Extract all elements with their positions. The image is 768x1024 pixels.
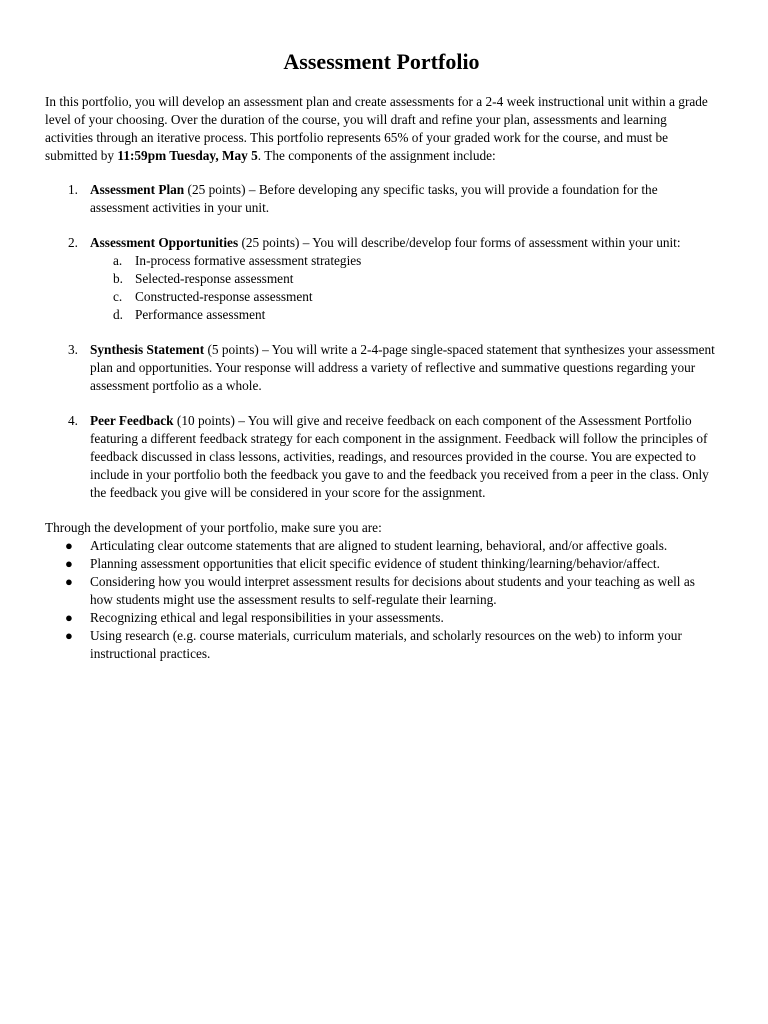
deadline-text: 11:59pm Tuesday, May 5 xyxy=(117,148,258,163)
component-description: – You will write a 2-4-page single-spaced statement that synthesizes your assessment plan and opportunities. Your response will address a variety of reflective and summative questions regarding your assessment portfolio as a whole. xyxy=(90,342,715,393)
list-item xyxy=(45,573,718,609)
subitem-text: Performance assessment xyxy=(135,307,266,322)
component-name: Assessment Plan xyxy=(90,182,185,197)
list-item xyxy=(45,609,718,627)
component-points: (5 points) xyxy=(204,342,259,357)
subitem-letter: c. xyxy=(113,289,123,304)
component-number: 2. xyxy=(68,235,78,250)
component-number: 4. xyxy=(68,413,78,428)
intro-paragraph xyxy=(45,93,718,165)
page-title: Assessment Portfolio xyxy=(283,49,480,74)
subitem-text: Selected-response assessment xyxy=(135,271,294,286)
bullet-icon: ● xyxy=(65,610,73,625)
subitem-text: In-process formative assessment strategies xyxy=(135,253,362,268)
component-description: – You will describe/develop four forms of assessment within your unit: xyxy=(299,235,681,250)
component-item-peer-feedback xyxy=(45,412,718,502)
bullet-icon: ● xyxy=(65,574,73,589)
assessment-forms-list xyxy=(90,252,718,324)
list-item xyxy=(45,627,718,663)
component-points: (10 points) xyxy=(173,413,235,428)
list-item xyxy=(90,270,718,288)
component-number: 3. xyxy=(68,342,78,357)
intro-text-part2: . The components of the assignment include: xyxy=(257,148,496,163)
component-item-assessment-opportunities xyxy=(45,234,718,324)
component-points: (25 points) xyxy=(238,235,300,250)
list-item xyxy=(45,537,718,555)
components-list xyxy=(45,181,718,502)
bullet-text: Considering how you would interpret assessment results for decisions about students and your teaching as well as how students might use the assessment results to self-regulate their learning. xyxy=(90,574,695,607)
list-item xyxy=(45,555,718,573)
component-points: (25 points) xyxy=(184,182,246,197)
bullet-icon: ● xyxy=(65,538,73,553)
component-number: 1. xyxy=(68,182,78,197)
component-description: – You will give and receive feedback on each component of the Assessment Portfolio featuring a different feedback strategy for each component in the assignment. Feedback will follow the principles of feedback discussed in class lessons, activities, readings, and resources provided in the course. You are expected to include in your portfolio both the feedback you gave to and the feedback you received from a peer in the class. Only the feedback you give will be considered in your score for the assignment. xyxy=(90,413,709,500)
bullet-icon: ● xyxy=(65,556,73,571)
bullet-text: Using research (e.g. course materials, curriculum materials, and scholarly resources on the web) to inform your instructional practices. xyxy=(90,628,682,661)
component-description: – Before developing any specific tasks, you will provide a foundation for the assessment activities in your unit. xyxy=(90,182,658,215)
component-name: Assessment Opportunities xyxy=(90,235,239,250)
bullet-icon: ● xyxy=(65,628,73,643)
list-item xyxy=(90,252,718,270)
intro-text-part1: In this portfolio, you will develop an assessment plan and create assessments for a 2-4 week instructional unit within a grade level of your choosing. Over the duration of the course, you will draft and refine your plan, assessments and learning activities through an iterative process. This portfolio represents 65% of your graded work for the course, and must be submitted by xyxy=(45,94,708,163)
subitem-letter: d. xyxy=(113,307,123,322)
bullet-text: Articulating clear outcome statements that are aligned to student learning, behavioral, and/or affective goals. xyxy=(90,538,668,553)
component-name: Synthesis Statement xyxy=(90,342,205,357)
component-name: Peer Feedback xyxy=(90,413,174,428)
subitem-text: Constructed-response assessment xyxy=(135,289,313,304)
goals-bullet-list xyxy=(45,537,718,663)
bullet-text: Planning assessment opportunities that elicit specific evidence of student thinking/learning/behavior/affect. xyxy=(90,556,660,571)
subitem-letter: b. xyxy=(113,271,123,286)
through-text: Through the development of your portfolio, make sure you are: xyxy=(45,520,382,535)
bullet-text: Recognizing ethical and legal responsibilities in your assessments. xyxy=(90,610,444,625)
list-item xyxy=(90,306,718,324)
list-item xyxy=(90,288,718,306)
component-item-synthesis-statement xyxy=(45,341,718,395)
subitem-letter: a. xyxy=(113,253,123,268)
component-item-assessment-plan xyxy=(45,181,718,217)
